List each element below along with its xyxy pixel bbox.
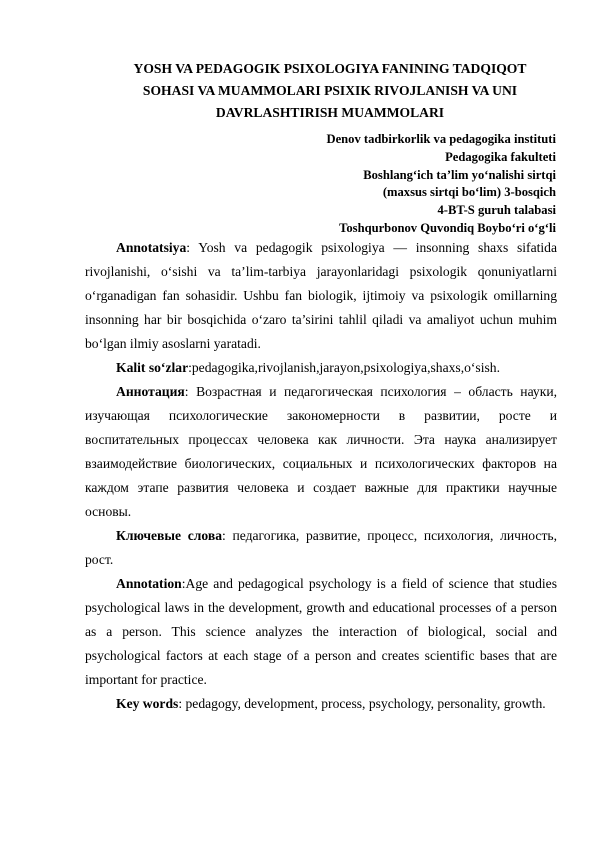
title-line-1: YOSH VA PEDAGOGIK PSIXOLOGIYA FANINING TADQIQOT	[133, 61, 527, 76]
abstract-en-text: :Age and pedagogical psychology is a field of science that studies psychological laws in the development, growth and educational processes of a person as a person. This science analyzes the interaction of biological, social and psychological factors at each stage of a person and creates scientific bases that are important for practice.	[85, 576, 557, 687]
abstract-uz-label: Annotatsiya	[116, 240, 187, 255]
keywords-en-text: : pedagogy, development, process, psychology, personality, growth.	[178, 696, 546, 711]
keywords-ru-label: Ключевые слова	[116, 528, 222, 543]
title-line-2: SOHASI VA MUAMMOLARI PSIXIK RIVOJLANISH VA UNI	[142, 83, 518, 98]
keywords-en-label: Key words	[116, 696, 179, 711]
affiliation-institute: Denov tadbirkorlik va pedagogika instituti	[326, 132, 556, 146]
keywords-uz	[85, 356, 557, 380]
affiliation-faculty: Pedagogika fakulteti	[445, 150, 556, 164]
keywords-ru-text: : педагогика, развитие, процесс, психология, личность, рост.	[85, 528, 557, 567]
author-name: Toshqurbonov Quvondiq Boybo‘ri o‘g‘li	[339, 221, 556, 235]
affiliation-group: 4-BT-S guruh talabasi	[437, 203, 556, 217]
keywords-en	[85, 692, 557, 716]
abstract-uz-text: : Yosh va pedagogik psixologiya — insonning shaxs sifatida rivojlanishi, o‘sishi va ta’lim-tarbiya jarayonlaridagi psixologik qonuniyatlarni o‘rganadigan fan sohasidir. Ushbu fan biologik, ijtimoiy va psixologik omillarning insonning har bir bosqichida o‘zaro ta’sirini tahlil qiladi va amaliyot uchun muhim bo‘lgan ilmiy asoslarni yaratadi.	[85, 240, 557, 351]
affiliation-direction: Boshlang‘ich ta’lim yo‘nalishi sirtqi	[363, 168, 556, 182]
abstract-ru-text: : Возрастная и педагогическая психология – область науки, изучающая психологические закономерности в развитии, росте и воспитательных процессах человека как личности. Эта наука анализирует взаимодействие биологических, социальных и психологических факторов на каждом этапе развития человека и создает важные для практики научные основы.	[85, 384, 557, 519]
abstract-ru	[85, 380, 557, 524]
keywords-uz-text: :pedagogika,rivojlanish,jarayon,psixologiya,shaxs,o‘sish.	[188, 360, 500, 375]
abstract-en-label: Annotation	[116, 576, 182, 591]
keywords-ru	[85, 524, 557, 572]
document-body	[85, 236, 557, 716]
keywords-uz-label: Kalit so‘zlar	[116, 360, 189, 375]
affiliation-course: (maxsus sirtqi bo‘lim) 3-bosqich	[382, 185, 556, 199]
abstract-uz	[85, 236, 557, 356]
abstract-ru-label: Аннотация	[116, 384, 185, 399]
abstract-en	[85, 572, 557, 692]
title-line-3: DAVRLASHTIRISH MUAMMOLARI	[215, 105, 445, 120]
